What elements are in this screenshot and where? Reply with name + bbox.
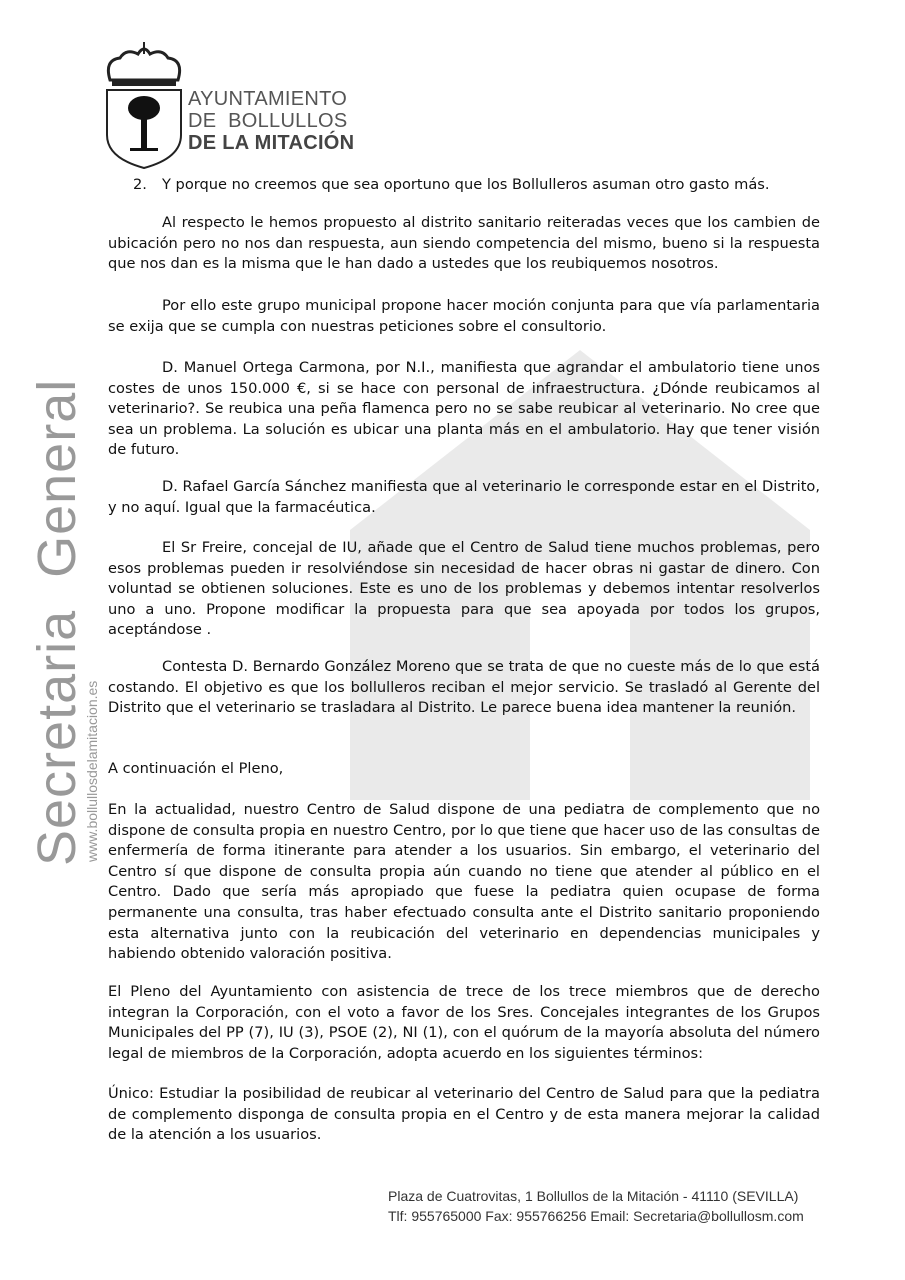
paragraph: El Sr Freire, concejal de IU, añade que el Centro de Salud tiene muchos problemas, pero esos problemas pueden ir resolviéndose sin necesidad de hacer obras ni gastar de dinero. Con voluntad se obtienen soluciones. Este es uno de los problemas y debemos intentar resolverlos uno a uno. Propone modificar la propuesta para que sea apoyada por todos los grupos, aceptándose . [108,539,820,639]
paragraph: D. Manuel Ortega Carmona, por N.I., manifiesta que agrandar el ambulatorio tiene unos costes de unos 150.000 €, si se hace con personal de infraestructura. ¿Dónde reubicamos al veterinario?. Se reubica una peña flamenca pero no se sabe reubicar al veterinario. No cree que sea un problema. La solución es ubicar una planta más en el ambulatorio. Hay que tener visión de futuro. [108,359,820,459]
sidebar-title: Secretaria General [27,378,87,866]
list-text: Y porque no creemos que sea oportuno que los Bollulleros asuman otro gasto más. [162,176,770,193]
list-item [133,175,820,196]
sidebar-website: www.bollullosdelamitacion.es [84,680,100,862]
sidebar-stamp [27,378,100,866]
paragraph: En la actualidad, nuestro Centro de Salud dispone de una pediatra de complemento que no dispone de consulta propia en nuestro Centro, por lo que tiene que hacer uso de las consultas de enfermería de forma itinerante para atender a los usuarios. Sin embargo, el veterinario del Centro sí que dispone de consulta propia aún cuando no tiene que atender al público en el Centro. Dado que sería más apropiado que fuese la pediatra quien ocupase de forma permanente una consulta, tras haber efectuado consulta ante el Distrito sanitario proponiendo esta alternativa junto con la reubicación del veterinario en dependencias municipales y habiendo obtenido valoración positiva. [108,801,820,963]
list-number: 2. [133,176,147,193]
paragraph: D. Rafael García Sánchez manifiesta que al veterinario le corresponde estar en el Distrito, y no aquí. Igual que la farmacéutica. [108,478,820,516]
logo-line: AYUNTAMIENTO [188,88,348,110]
paragraph: Por ello este grupo municipal propone hacer moción conjunta para que vía parlamentaria se exija que se cumpla con nuestras peticiones sobre el consultorio. [108,297,820,335]
footer [388,1186,804,1226]
paragraph: El Pleno del Ayuntamiento con asistencia de trece de los trece miembros que de derecho integran la Corporación, con el voto a favor de los Sres. Concejales integrantes de los Grupos Municipales del PP (7), IU (3), PSOE (2), NI (1), con el quórum de la mayoría absoluta del número legal de miembros de la Corporación, adopta acuerdo en los siguientes términos: [108,983,820,1062]
footer-contact: Tlf: 955765000 Fax: 955766256 Email: Secretaria@bollullosm.com [388,1208,804,1224]
logo-line: DE LA MITACIÓN [188,132,355,154]
paragraph: Único: Estudiar la posibilidad de reubicar al veterinario del Centro de Salud para que la pediatra de complemento disponga de consulta propia en el Centro y de esta manera mejorar la calidad de la atención a los usuarios. [108,1085,820,1144]
footer-address: Plaza de Cuatrovitas, 1 Bollullos de la Mitación - 41110 (SEVILLA) [388,1188,799,1204]
paragraph: A continuación el Pleno, [108,760,284,777]
logo-line: DE BOLLULLOS [188,110,348,132]
logo-wordmark [188,88,354,154]
paragraph: Al respecto le hemos propuesto al distrito sanitario reiteradas veces que los cambien de ubicación pero no nos dan respuesta, aun siendo competencia del mismo, bueno si la respuesta que nos dan es la misma que le han dado a ustedes que los reubiquemos nosotros. [108,214,820,273]
paragraph: Contesta D. Bernardo González Moreno que se trata de que no cueste más de lo que está costando. El objetivo es que los bollulleros reciban el mejor servicio. Se trasladó al Gerente del Distrito que el veterinario se trasladara al Distrito. Le parece buena idea mantener la reunión. [108,658,820,717]
